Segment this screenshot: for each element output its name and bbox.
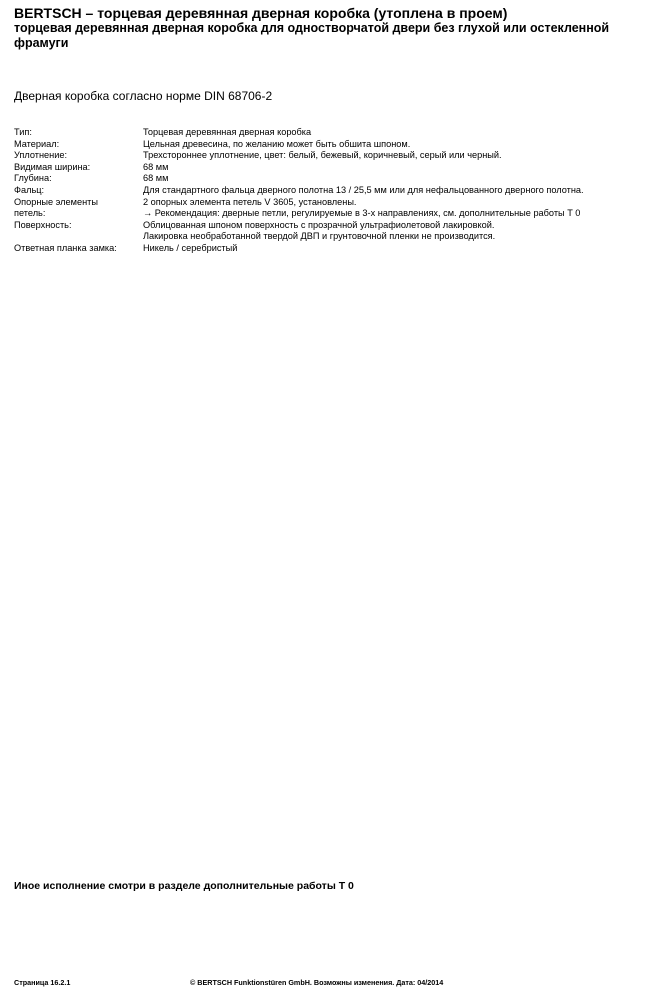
spec-row-rebate	[14, 185, 639, 197]
spec-value: Цельная древесина, по желанию может быть обшита шпоном.	[143, 138, 411, 149]
spec-table	[14, 127, 639, 255]
spec-value: 2 опорных элемента петель V 3605, установлены.	[143, 196, 357, 207]
spec-row-hinge-recommendation	[14, 208, 639, 220]
spec-label: Фальц:	[14, 184, 45, 195]
spec-row-visible-width	[14, 162, 639, 174]
spec-value: Торцевая деревянная дверная коробка	[143, 127, 312, 137]
alternative-execution-note: Иное исполнение смотри в разделе дополнительные работы T 0	[14, 880, 354, 892]
spec-row-type	[14, 127, 639, 139]
copyright-notice: © BERTSCH Funktionstüren GmbH. Возможны изменения. Дата: 04/2014	[190, 978, 444, 987]
document-subtitle: торцевая деревянная дверная коробка для одностворчатой двери без глухой или остекленной фрамуги	[14, 21, 610, 50]
page-number: Страница 16.2.1	[14, 978, 71, 987]
spec-label	[14, 231, 143, 243]
spec-label: Видимая ширина:	[14, 161, 91, 172]
spec-value: 68 мм	[143, 161, 169, 172]
spec-row-depth	[14, 173, 639, 185]
spec-label: Тип:	[14, 127, 32, 137]
spec-label: Опорные элементы	[14, 196, 98, 207]
spec-row-surface	[14, 220, 639, 232]
spec-label: Уплотнение:	[14, 150, 68, 161]
spec-row-hinge-supports	[14, 197, 639, 209]
spec-value: Лакировка необработанной твердой ДВП и грунтовочной пленки не производится.	[143, 231, 496, 242]
spec-value: 68 мм	[143, 173, 169, 184]
document-title: BERTSCH – торцевая деревянная дверная коробка (утоплена в проем)	[14, 5, 508, 21]
spec-label: Ответная планка замка:	[14, 242, 117, 253]
spec-label: Поверхность:	[14, 219, 72, 230]
spec-row-seal	[14, 150, 639, 162]
spec-row-surface-note	[14, 231, 639, 243]
section-heading: Дверная коробка согласно норме DIN 68706-2	[14, 89, 273, 103]
spec-row-strike-plate	[14, 243, 639, 255]
spec-value: Для стандартного фальца дверного полотна 13 / 25,5 мм или для нефальцованного дверного полотна.	[143, 184, 584, 195]
spec-label: Глубина:	[14, 173, 52, 184]
spec-row-material	[14, 139, 639, 151]
spec-label: петель:	[14, 208, 46, 219]
spec-value: → Рекомендация: дверные петли, регулируемые в 3-х направлениях, см. дополнительные работы T 0	[143, 208, 581, 219]
spec-label: Материал:	[14, 138, 60, 149]
spec-value: Облицованная шпоном поверхность с прозрачной ультрафиолетовой лакировкой.	[143, 219, 495, 230]
spec-value: Трехстороннее уплотнение, цвет: белый, бежевый, коричневый, серый или черный.	[143, 150, 502, 161]
spec-value: Никель / серебристый	[143, 242, 238, 253]
